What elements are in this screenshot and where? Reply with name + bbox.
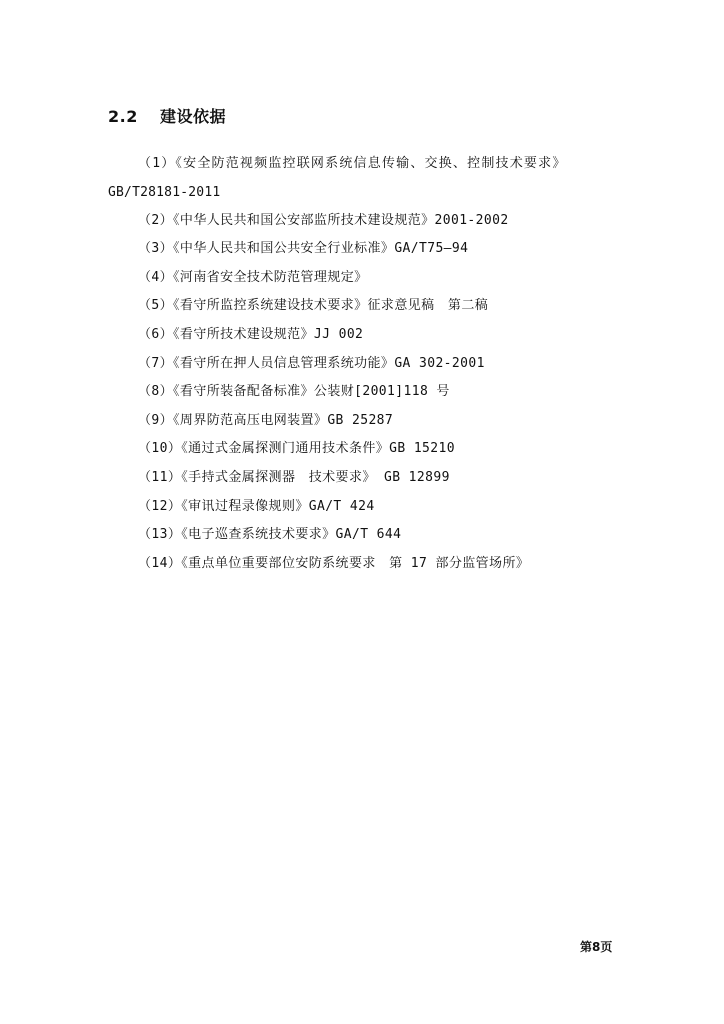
reference-item-12: （12）《审讯过程录像规则》GA/T 424 [138, 498, 375, 514]
page-number: 第8页 [580, 940, 613, 954]
reference-list [108, 150, 618, 578]
reference-item-2: （2）《中华人民共和国公安部监所技术建设规范》2001-2002 [138, 212, 509, 228]
reference-item-1: （1）《安全防范视频监控联网系统信息传输、交换、控制技术要求》 [138, 156, 567, 171]
reference-item-6: （6）《看守所技术建设规范》JJ 002 [138, 326, 364, 342]
reference-item-7: （7）《看守所在押人员信息管理系统功能》GA 302-2001 [138, 355, 485, 371]
section-title: 建设依据 [160, 107, 227, 126]
reference-item-13: （13）《电子巡查系统技术要求》GA/T 644 [138, 527, 402, 543]
reference-item-14: （14）《重点单位重要部位安防系统要求 第 17 部分监管场所》 [138, 555, 530, 571]
section-heading [108, 104, 226, 127]
reference-item-3: （3）《中华人民共和国公共安全行业标准》GA/T75—94 [138, 241, 469, 257]
reference-item-1-continuation: GB/T28181-2011 [108, 184, 221, 200]
reference-item-4: （4）《河南省安全技术防范管理规定》 [138, 269, 368, 285]
reference-item-10: （10）《通过式金属探测门通用技术条件》GB 15210 [138, 441, 455, 457]
reference-item-8: （8）《看守所装备配备标准》公装财[2001]118 号 [138, 384, 450, 400]
section-number: 2.2 [108, 107, 138, 126]
reference-item-11: （11）《手持式金属探测器 技术要求》 GB 12899 [138, 469, 450, 485]
reference-item-9: （9）《周界防范高压电网装置》GB 25287 [138, 412, 394, 428]
reference-item-5: （5）《看守所监控系统建设技术要求》征求意见稿 第二稿 [138, 298, 489, 314]
